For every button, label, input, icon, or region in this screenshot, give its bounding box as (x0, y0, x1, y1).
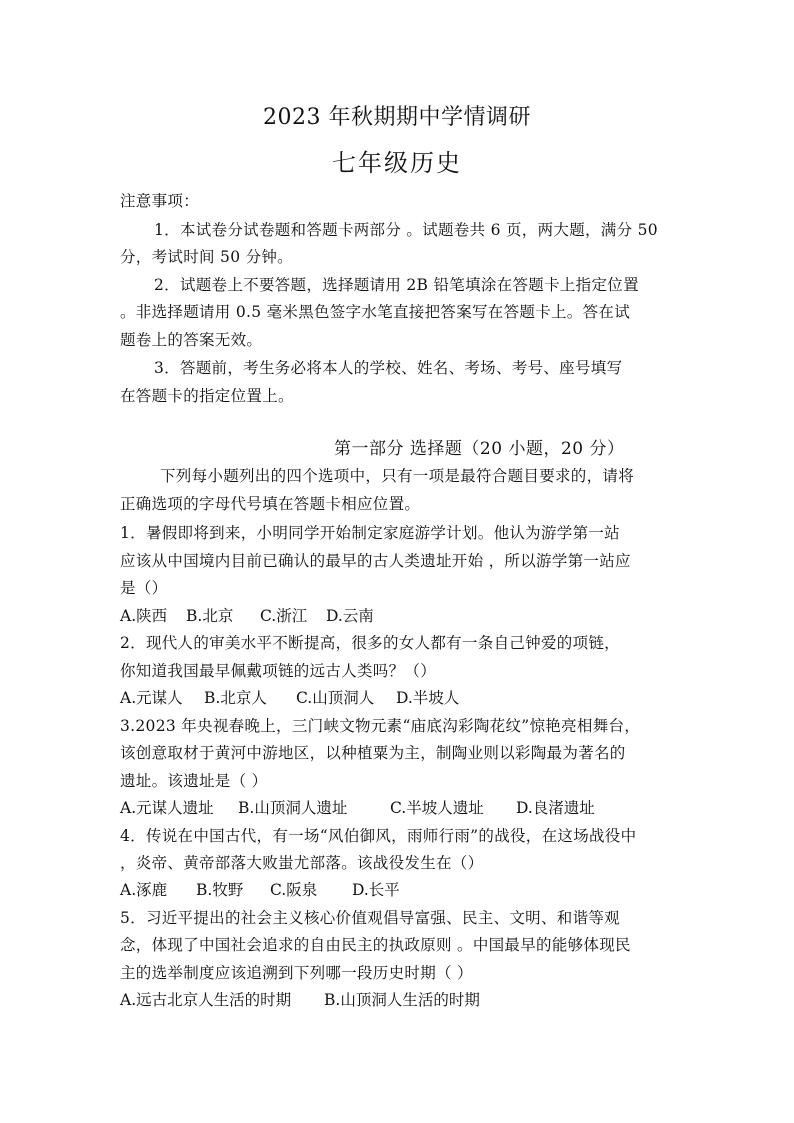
question-4-option-c: C.阪泉 (270, 881, 318, 899)
question-5-line-2: 念，体现了中国社会追求的自由民主的执政原则 。中国最早的能够体现民 (120, 936, 631, 954)
question-3-option-d: D.良渚遗址 (516, 799, 595, 817)
question-1-option-c: C.浙江 (260, 607, 308, 625)
question-1-line-2: 应该从中国境内目前已确认的最早的古人类遗址开始 ，所以游学第一站应 (120, 552, 631, 570)
notice-heading: 注意事项： (120, 192, 200, 210)
part1-heading: 第一部分 选择题（20 小题，20 分） (334, 439, 625, 459)
question-3-line-2: 该创意取材于黄河中游地区，以种植粟为主，制陶业则以彩陶最为著名的 (120, 744, 626, 762)
question-4-option-b: B.牧野 (196, 881, 244, 899)
part1-intro-line-1: 下列每小题列出的四个选项中，只有一项是最符合题目要求的，请将 (160, 467, 635, 485)
question-2-option-a: A.元谋人 (120, 689, 183, 707)
question-5-line-3: 主的选举制度应该追溯到下列哪一段历史时期（ ） (120, 964, 473, 982)
question-1-line-1: 1．暑假即将到来，小明同学开始制定家庭游学计划。他认为游学第一站 (120, 524, 620, 542)
question-5-option-b: B.山顶洞人生活的时期 (324, 991, 480, 1009)
question-3-option-c: C.半坡人遗址 (390, 799, 484, 817)
question-2-line-1: 2．现代人的审美水平不断提高，很多的女人都有一条自己钟爱的项链， (120, 634, 620, 652)
question-5-option-a: A.远古北京人生活的时期 (120, 991, 292, 1009)
question-2-line-2: 你知道我国最早佩戴项链的远古人类吗？（） (120, 662, 437, 680)
notice-item-2-line-1: 2．试题卷上不要答题，选择题请用 2B 铅笔填涂在答题卡上指定位置 (154, 276, 639, 294)
question-1-option-d: D.云南 (326, 607, 374, 625)
part1-intro-line-2: 正确选项的字母代号填在答题卡相应位置。 (120, 495, 421, 513)
notice-item-1-line-2: 分，考试时间 50 分钟。 (120, 248, 293, 266)
question-1-option-b: B.北京 (186, 607, 234, 625)
exam-title: 2023 年秋期期中学情调研 (263, 105, 531, 130)
notice-item-3-line-2: 在答题卡的指定位置上。 (120, 387, 294, 405)
question-4-line-2: ，炎帝、黄帝部落大败蚩尤部落。该战役发生在（） (120, 854, 484, 872)
question-3-line-3: 遗址。该遗址是（ ） (120, 772, 268, 790)
question-2-option-d: D.半坡人 (396, 689, 460, 707)
notice-item-3-line-1: 3．答题前，考生务必将本人的学校、姓名、考场、考号、座号填写 (154, 359, 623, 377)
question-4-option-d: D.长平 (352, 881, 400, 899)
notice-item-1-line-1: 1．本试卷分试卷题和答题卡两部分 。试题卷共 6 页，两大题，满分 50 (154, 221, 658, 239)
question-3-line-1: 3.2023 年央视春晚上，三门峡文物元素“庙底沟彩陶花纹”惊艳亮相舞台， (120, 717, 641, 735)
question-4-option-a: A.涿鹿 (120, 881, 168, 899)
question-3-option-a: A.元谋人遗址 (120, 799, 214, 817)
question-1-line-3: 是（） (120, 579, 168, 597)
question-2-option-b: B.北京人 (204, 689, 267, 707)
question-4-line-1: 4．传说在中国古代，有一场“风伯御风，雨师行雨”的战役，在这场战役中 (120, 827, 637, 845)
question-3-option-b: B.山顶洞人遗址 (238, 799, 348, 817)
notice-item-2-line-2: 。非选择题请用 0.5 毫米黑色签字水笔直接把答案写在答题卡上。答在试 (120, 303, 631, 321)
exam-subtitle: 七年级历史 (332, 149, 462, 177)
question-5-line-1: 5．习近平提出的社会主义核心价值观倡导富强、民主、文明、和谐等观 (120, 909, 620, 927)
question-2-option-c: C.山顶洞人 (296, 689, 375, 707)
question-1-option-a: A.陕西 (120, 607, 168, 625)
notice-item-2-line-3: 题卷上的答案无效。 (120, 331, 263, 349)
